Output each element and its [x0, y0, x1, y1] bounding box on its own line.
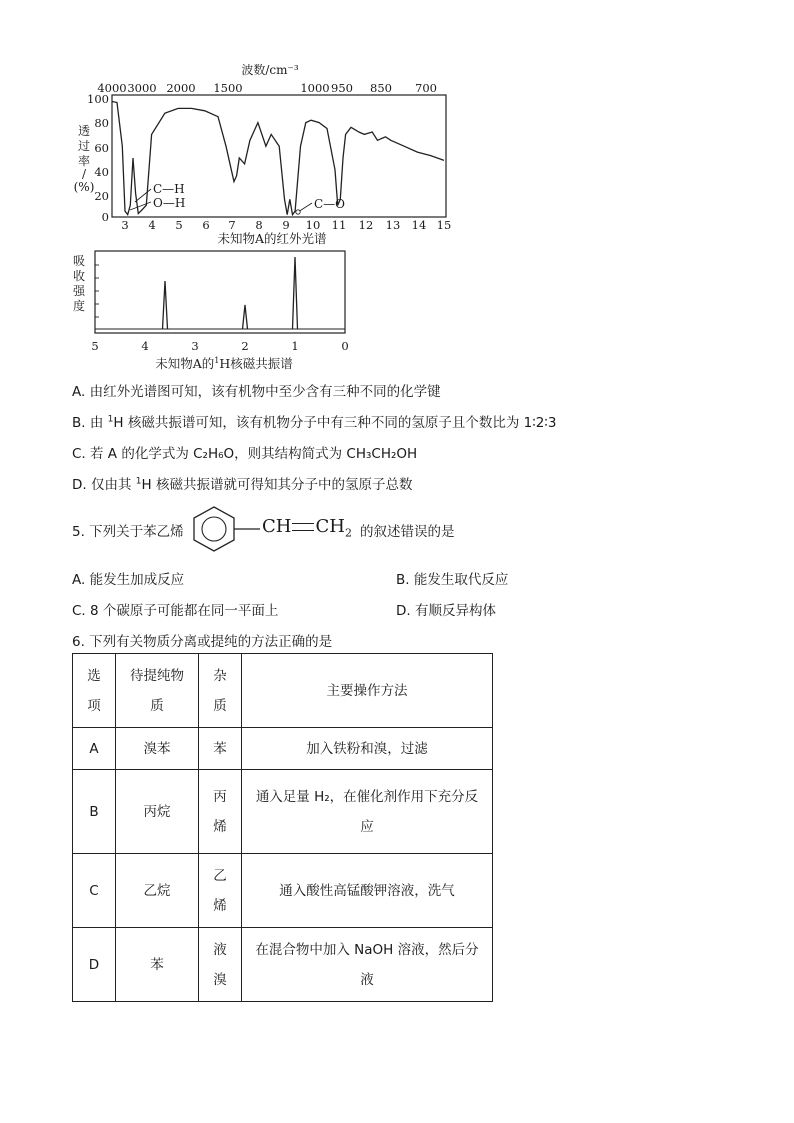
- ir-x-tick: 9: [282, 218, 290, 232]
- q4-option-d: D. 仅由其 $^1$H 核磁共振谱就可得知其分子中的氢原子总数: [72, 476, 413, 493]
- cell-method: 通入足量 H₂，在催化剂作用下充分反 应: [242, 770, 493, 854]
- ir-y-label-char: /: [81, 167, 87, 181]
- ir-y-tick: 0: [101, 210, 109, 224]
- table-row: [73, 854, 493, 928]
- header-cell-impurity: 杂 质: [199, 654, 242, 728]
- ir-top-tick: 4000: [97, 81, 127, 95]
- co-marker: [296, 210, 300, 214]
- benzene-ring-icon: [190, 506, 260, 552]
- ir-x-tick: 13: [385, 218, 401, 232]
- ir-y-tick: 100: [87, 92, 109, 106]
- ir-x-tick: 4: [148, 218, 156, 232]
- cell-option: B: [73, 770, 116, 854]
- ir-top-tick: 1000: [300, 81, 330, 95]
- co-annotation: C—O: [314, 197, 346, 211]
- ir-y-label-char: 率: [77, 154, 91, 168]
- cell-impurity: 液 溴: [199, 928, 242, 1002]
- q5-stem-suffix: 的叙述错误的是: [360, 524, 455, 540]
- cell-target: 乙烷: [116, 854, 199, 928]
- ir-top-tick: 2000: [166, 81, 196, 95]
- nmr-y-label-char: 度: [72, 299, 86, 313]
- ir-top-tick: 850: [370, 81, 392, 95]
- nmr-peak: [163, 281, 168, 329]
- cell-impurity: 乙 烯: [199, 854, 242, 928]
- ir-x-tick: 14: [411, 218, 427, 232]
- ir-top-tick: 700: [415, 81, 437, 95]
- nmr-x-tick: 0: [341, 339, 349, 353]
- nmr-x-tick: 4: [141, 339, 149, 353]
- q4-option-a: A. 由红外光谱图可知，该有机物中至少含有三种不同的化学键: [72, 384, 441, 400]
- styrene-formula: CH $CH_2$: [262, 516, 352, 540]
- q5-option-c: C. 8 个碳原子可能都在同一平面上: [72, 603, 279, 619]
- ir-top-tick: 1500: [213, 81, 243, 95]
- nmr-x-tick: 3: [191, 339, 199, 353]
- ir-x-tick: 12: [358, 218, 374, 232]
- q4-option-c: C. 若 A 的化学式为 C₂H₆O，则其结构简式为 CH₃CH₂OH: [72, 446, 418, 462]
- ir-x-tick: 6: [202, 218, 210, 232]
- ir-top-tick: 3000: [127, 81, 157, 95]
- cell-method: 加入铁粉和溴，过滤: [242, 728, 493, 770]
- ir-x-tick: 15: [436, 218, 452, 232]
- cell-impurity: 丙 烯: [199, 770, 242, 854]
- ir-x-tick: 10: [305, 218, 321, 232]
- q5-option-b: B. 能发生取代反应: [396, 572, 509, 588]
- nmr-plot-frame: [95, 251, 345, 333]
- figure-area: [0, 0, 794, 380]
- nmr-x-tick: 5: [91, 339, 99, 353]
- header-cell-option: 选 项: [73, 654, 116, 728]
- q6-table: [72, 653, 493, 1002]
- q4-option-b: B. 由 $^1$H 核磁共振谱可知，该有机物分子中有三种不同的氢原子且个数比为 1∶2∶3: [72, 414, 557, 431]
- ch-annotation: C—H: [153, 182, 185, 196]
- cell-option: C: [73, 854, 116, 928]
- nmr-y-label-char: 吸: [72, 254, 86, 268]
- cell-option: D: [73, 928, 116, 1002]
- ir-x-tick: 5: [175, 218, 183, 232]
- ir-y-tick: 20: [94, 189, 109, 203]
- q5-option-a: A. 能发生加成反应: [72, 572, 185, 588]
- header-cell-target: 待提纯物 质: [116, 654, 199, 728]
- nmr-y-label-char: 强: [72, 284, 86, 298]
- oh-annotation: O—H: [153, 196, 186, 210]
- q5-stem-prefix: 5. 下列关于苯乙烯: [72, 524, 184, 540]
- table-row: [73, 770, 493, 854]
- table-row: [73, 928, 493, 1002]
- nmr-x-tick: 2: [241, 339, 249, 353]
- cell-impurity: 苯: [199, 728, 242, 770]
- cell-target: 苯: [116, 928, 199, 1002]
- nmr-peak: [293, 257, 298, 329]
- nmr-x-tick: 1: [291, 339, 299, 353]
- ir-y-label-char: 过: [77, 139, 91, 153]
- table-row: [73, 728, 493, 770]
- header-cell-method: 主要操作方法: [242, 654, 493, 728]
- cell-target: 丙烷: [116, 770, 199, 854]
- ir-x-tick: 8: [255, 218, 263, 232]
- ir-y-tick: 80: [94, 116, 109, 130]
- ir-y-label-char: (%): [73, 180, 95, 194]
- cell-target: 溴苯: [116, 728, 199, 770]
- ir-y-tick: 60: [94, 141, 109, 155]
- ch-leader-line: [135, 189, 151, 202]
- q5-option-d: D. 有顺反异构体: [396, 603, 496, 619]
- nmr-caption: 未知物A的$^1$H核磁共振谱: [155, 356, 293, 371]
- ir-x-tick: 3: [121, 218, 129, 232]
- ir-x-tick: 7: [228, 218, 236, 232]
- ir-top-axis-label: 波数/cm⁻³: [241, 63, 299, 77]
- q6-stem: 6. 下列有关物质分离或提纯的方法正确的是: [72, 634, 333, 650]
- nmr-y-label-char: 收: [72, 269, 86, 283]
- ir-top-tick: 950: [331, 81, 353, 95]
- ir-x-tick: 11: [331, 218, 347, 232]
- table-header-row: [73, 654, 493, 728]
- oh-leader-line: [130, 202, 151, 210]
- ir-caption: 未知物A的红外光谱: [217, 231, 327, 246]
- cell-option: A: [73, 728, 116, 770]
- cell-method: 通入酸性高锰酸钾溶液，洗气: [242, 854, 493, 928]
- ir-y-label-char: 透: [77, 124, 91, 138]
- ir-y-tick: 40: [94, 165, 109, 179]
- cell-method: 在混合物中加入 NaOH 溶液，然后分 液: [242, 928, 493, 1002]
- nmr-peak: [243, 305, 248, 329]
